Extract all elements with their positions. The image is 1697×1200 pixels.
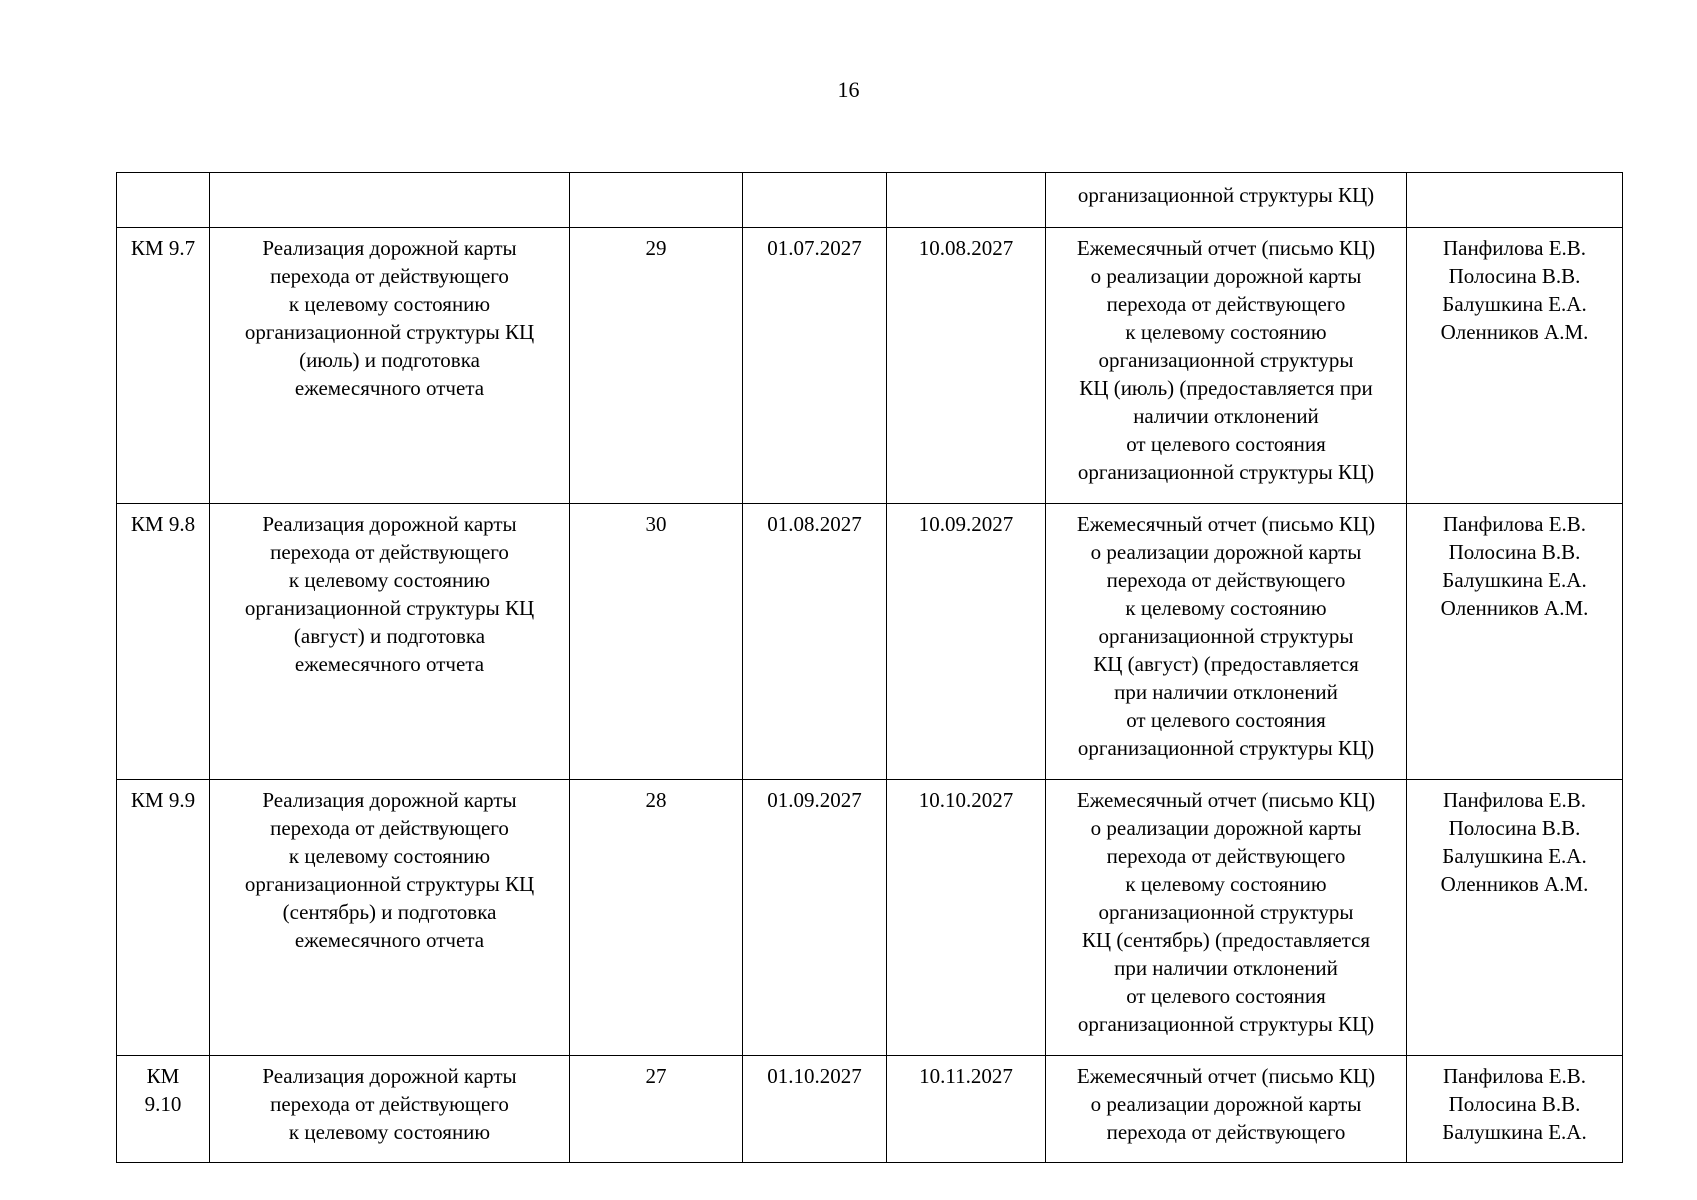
cell-code: КМ 9.10 <box>117 1056 210 1163</box>
cell-end-date: 10.11.2027 <box>887 1056 1046 1163</box>
cell-duration <box>570 173 743 228</box>
cell-end-date <box>887 173 1046 228</box>
cell-result: организационной структуры КЦ) <box>1046 173 1407 228</box>
cell-responsible: Панфилова Е.В. Полосина В.В. Балушкина Е.А. <box>1407 1056 1623 1163</box>
cell-start-date: 01.07.2027 <box>743 228 887 504</box>
cell-code: КМ 9.7 <box>117 228 210 504</box>
cell-start-date <box>743 173 887 228</box>
cell-start-date: 01.10.2027 <box>743 1056 887 1163</box>
cell-code: КМ 9.9 <box>117 780 210 1056</box>
page-number: 16 <box>837 77 860 102</box>
cell-responsible: Панфилова Е.В. Полосина В.В. Балушкина Е.А. Оленников А.М. <box>1407 228 1623 504</box>
cell-end-date: 10.09.2027 <box>887 504 1046 780</box>
cell-name: Реализация дорожной карты перехода от действующего к целевому состоянию организационной структуры КЦ (август) и подготовка ежемесячного отчета <box>210 504 570 780</box>
cell-responsible: Панфилова Е.В. Полосина В.В. Балушкина Е.А. Оленников А.М. <box>1407 504 1623 780</box>
cell-end-date: 10.10.2027 <box>887 780 1046 1056</box>
cell-duration: 29 <box>570 228 743 504</box>
cell-name: Реализация дорожной карты перехода от действующего к целевому состоянию <box>210 1056 570 1163</box>
plan-table <box>116 172 1623 1163</box>
cell-end-date: 10.08.2027 <box>887 228 1046 504</box>
cell-result: Ежемесячный отчет (письмо КЦ) о реализации дорожной карты перехода от действующего <box>1046 1056 1407 1163</box>
cell-code: КМ 9.8 <box>117 504 210 780</box>
cell-start-date: 01.08.2027 <box>743 504 887 780</box>
cell-duration: 30 <box>570 504 743 780</box>
table-row <box>117 1056 1623 1163</box>
table-row <box>117 228 1623 504</box>
cell-start-date: 01.09.2027 <box>743 780 887 1056</box>
cell-result: Ежемесячный отчет (письмо КЦ) о реализации дорожной карты перехода от действующего к целевому состоянию организационной структуры КЦ (июль) (предоставляется при наличии отклонений от целевого состояния организационной структуры КЦ) <box>1046 228 1407 504</box>
table-row <box>117 780 1623 1056</box>
cell-result: Ежемесячный отчет (письмо КЦ) о реализации дорожной карты перехода от действующего к целевому состоянию организационной структуры КЦ (сентябрь) (предоставляется при наличии отклонений от целевого состояния организационной структуры КЦ) <box>1046 780 1407 1056</box>
cell-name: Реализация дорожной карты перехода от действующего к целевому состоянию организационной структуры КЦ (сентябрь) и подготовка ежемесячного отчета <box>210 780 570 1056</box>
cell-duration: 28 <box>570 780 743 1056</box>
cell-name <box>210 173 570 228</box>
cell-code <box>117 173 210 228</box>
cell-duration: 27 <box>570 1056 743 1163</box>
cell-result: Ежемесячный отчет (письмо КЦ) о реализации дорожной карты перехода от действующего к целевому состоянию организационной структуры КЦ (август) (предоставляется при наличии отклонений от целевого состояния организационной структуры КЦ) <box>1046 504 1407 780</box>
cell-name: Реализация дорожной карты перехода от действующего к целевому состоянию организационной структуры КЦ (июль) и подготовка ежемесячного отчета <box>210 228 570 504</box>
table-row <box>117 504 1623 780</box>
cell-responsible: Панфилова Е.В. Полосина В.В. Балушкина Е.А. Оленников А.М. <box>1407 780 1623 1056</box>
cell-responsible <box>1407 173 1623 228</box>
table-row-continuation <box>117 173 1623 228</box>
